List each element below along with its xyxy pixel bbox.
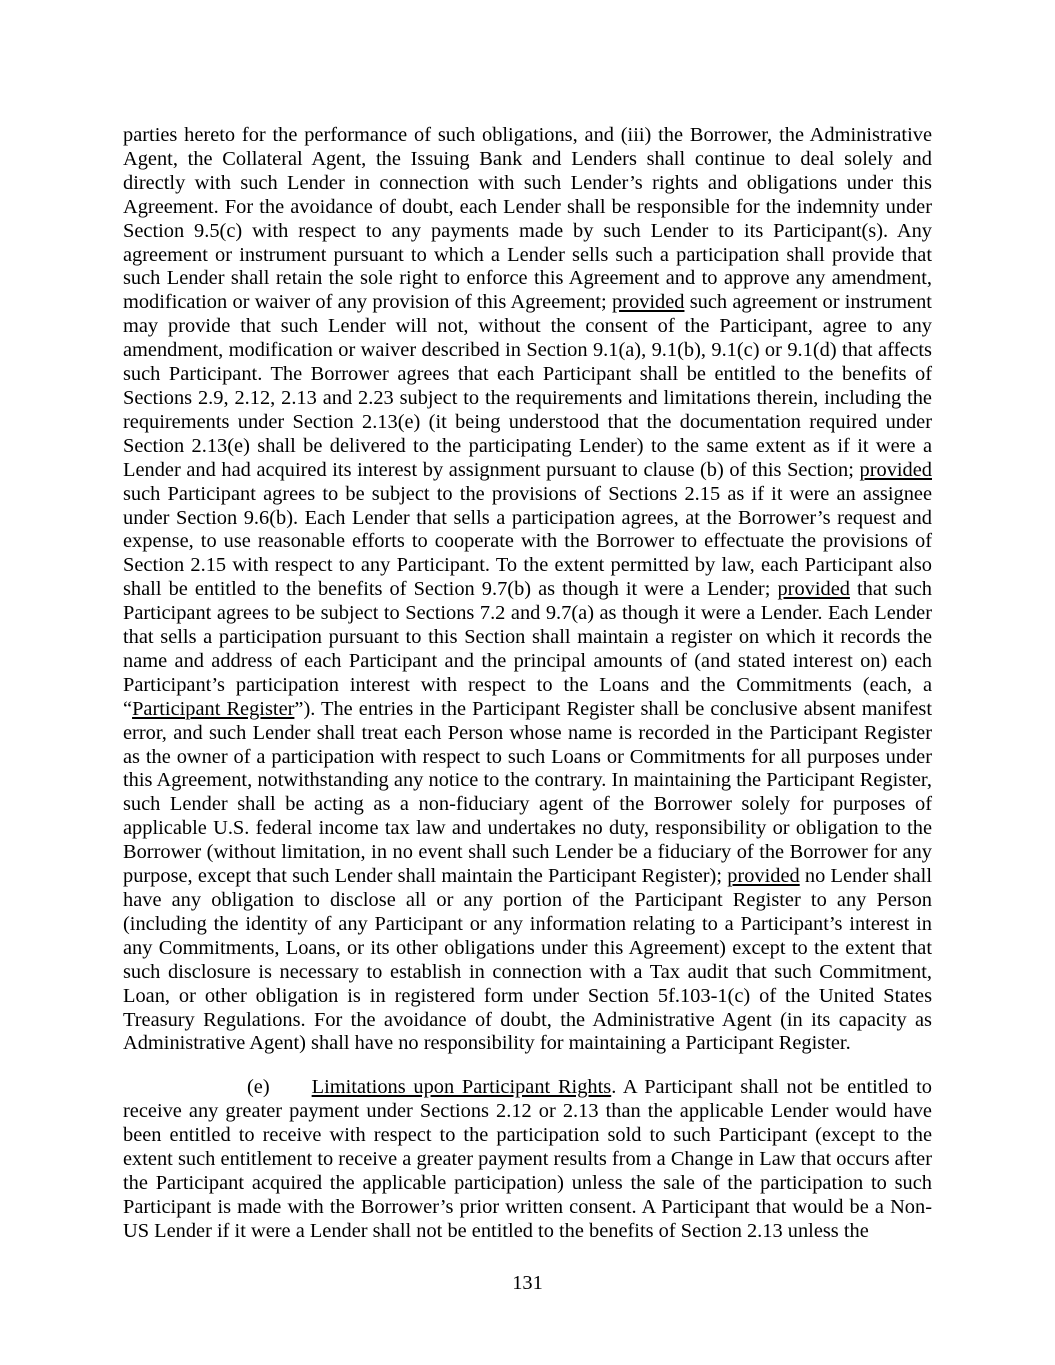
text-run: that such Participant agrees to be subject to Sections 7.2 and 9.7(a) as though it were a Lender. Each Lender that sells a participation pursuant to this Section shall maintain a register on which it records the name and address of each Participant and the principal amounts of (and stated interest on) each Participant’s participation interest with respect to the Loans and the Commitments (each, a “ <box>123 578 932 720</box>
page-body-text <box>123 124 932 1244</box>
text-run: such Participant agrees to be subject to the provisions of Sections 2.15 as if it were an assignee under Section 9.6(b). Each Lender that sells a participation agrees, at the Borrower’s request and expense, to use reasonable efforts to cooperate with the Borrower to effectuate the provisions of Section 2.15 with respect to any Participant. To the extent permitted by law, each Participant also shall be entitled to the benefits of Section 9.7(b) as though it were a Lender; <box>123 482 932 601</box>
underlined-term: Limitations upon Participant Rights <box>311 1076 612 1099</box>
text-run: . A Participant shall not be entitled to receive any greater payment under Sections 2.12 or 2.13 than the applicable Lender would have been entitled to receive with respect to the participation sold to such Participant (except to the extent such entitlement to receive a greater payment results from a Change in Law that occurs after the Participant acquired the applicable participation) unless the sale of the participation to such Participant is made with the Borrower’s prior written consent. A Participant that would be a Non-US Lender if it were a Lender shall not be entitled to the benefits of Section 2.13 unless the <box>123 1076 932 1242</box>
text-run: no Lender shall have any obligation to disclose all or any portion of the Participant Register to any Person (including the identity of any Participant or any information relating to a Participant’s interest in any Commitments, Loans, or its other obligations under this Agreement) except to the extent that such disclosure is necessary to establish in connection with a Tax audit that such Commitment, Loan, or other obligation is in registered form under Section 5f.103-1(c) of the United States Treasury Regulations. For the avoidance of doubt, the Administrative Agent (in its capacity as Administrative Agent) shall have no responsibility for maintaining a Participant Register. <box>123 865 932 1055</box>
paragraph-participations <box>123 124 932 1056</box>
paragraph-limitations-upon-participant-rights <box>123 1076 932 1243</box>
underlined-term: Participant Register <box>132 697 295 720</box>
underlined-term: provided <box>611 291 685 314</box>
text-run: parties hereto for the performance of such obligations, and (iii) the Borrower, the Administrative Agent, the Collateral Agent, the Issuing Bank and Lenders shall continue to deal solely and directly with such Lender in connection with such Lender’s rights and obligations under this Agreement. For the avoidance of doubt, each Lender shall be responsible for the indemnity under Section 9.5(c) with respect to any payments made by such Lender to its Participant(s). Any agreement or instrument pursuant to which a Lender sells such a participation shall provide that such Lender shall retain the sole right to enforce this Agreement and to approve any amendment, modification or waiver of any provision of this Agreement; <box>123 124 932 314</box>
underlined-term: provided <box>777 578 850 601</box>
page-number: 131 <box>512 1272 543 1294</box>
underlined-term: provided <box>727 865 800 888</box>
text-run: such agreement or instrument may provide that such Lender will not, without the consent of the Participant, agree to any amendment, modification or waiver described in Section 9.1(a), 9.1(b), 9.1(c) or 9.1(d) that affects such Participant. The Borrower agrees that each Participant shall be entitled to the benefits of Sections 2.9, 2.12, 2.13 and 2.23 subject to the requirements and limitations therein, including the requirements under Section 2.13(e) (it being understood that the documentation required under Section 2.13(e) shall be delivered to the participating Lender) to the same extent as if it were a Lender and had acquired its interest by assignment pursuant to clause (b) of this Section; <box>123 291 932 481</box>
text-run: (e) <box>247 1076 270 1099</box>
text-run: ”). The entries in the Participant Register shall be conclusive absent manifest error, and such Lender shall treat each Person whose name is recorded in the Participant Register as the owner of a participation with respect to such Loans or Commitments for all purposes under this Agreement, notwithstanding any notice to the contrary. In maintaining the Participant Register, such Lender shall be acting as a non-fiduciary agent of the Borrower solely for purposes of applicable U.S. federal income tax law and undertakes no duty, responsibility or obligation to the Borrower (without limitation, in no event shall such Lender be a fiduciary of the Borrower for any purpose, except that such Lender shall maintain the Participant Register); <box>123 697 932 888</box>
underlined-term: provided <box>859 458 932 481</box>
